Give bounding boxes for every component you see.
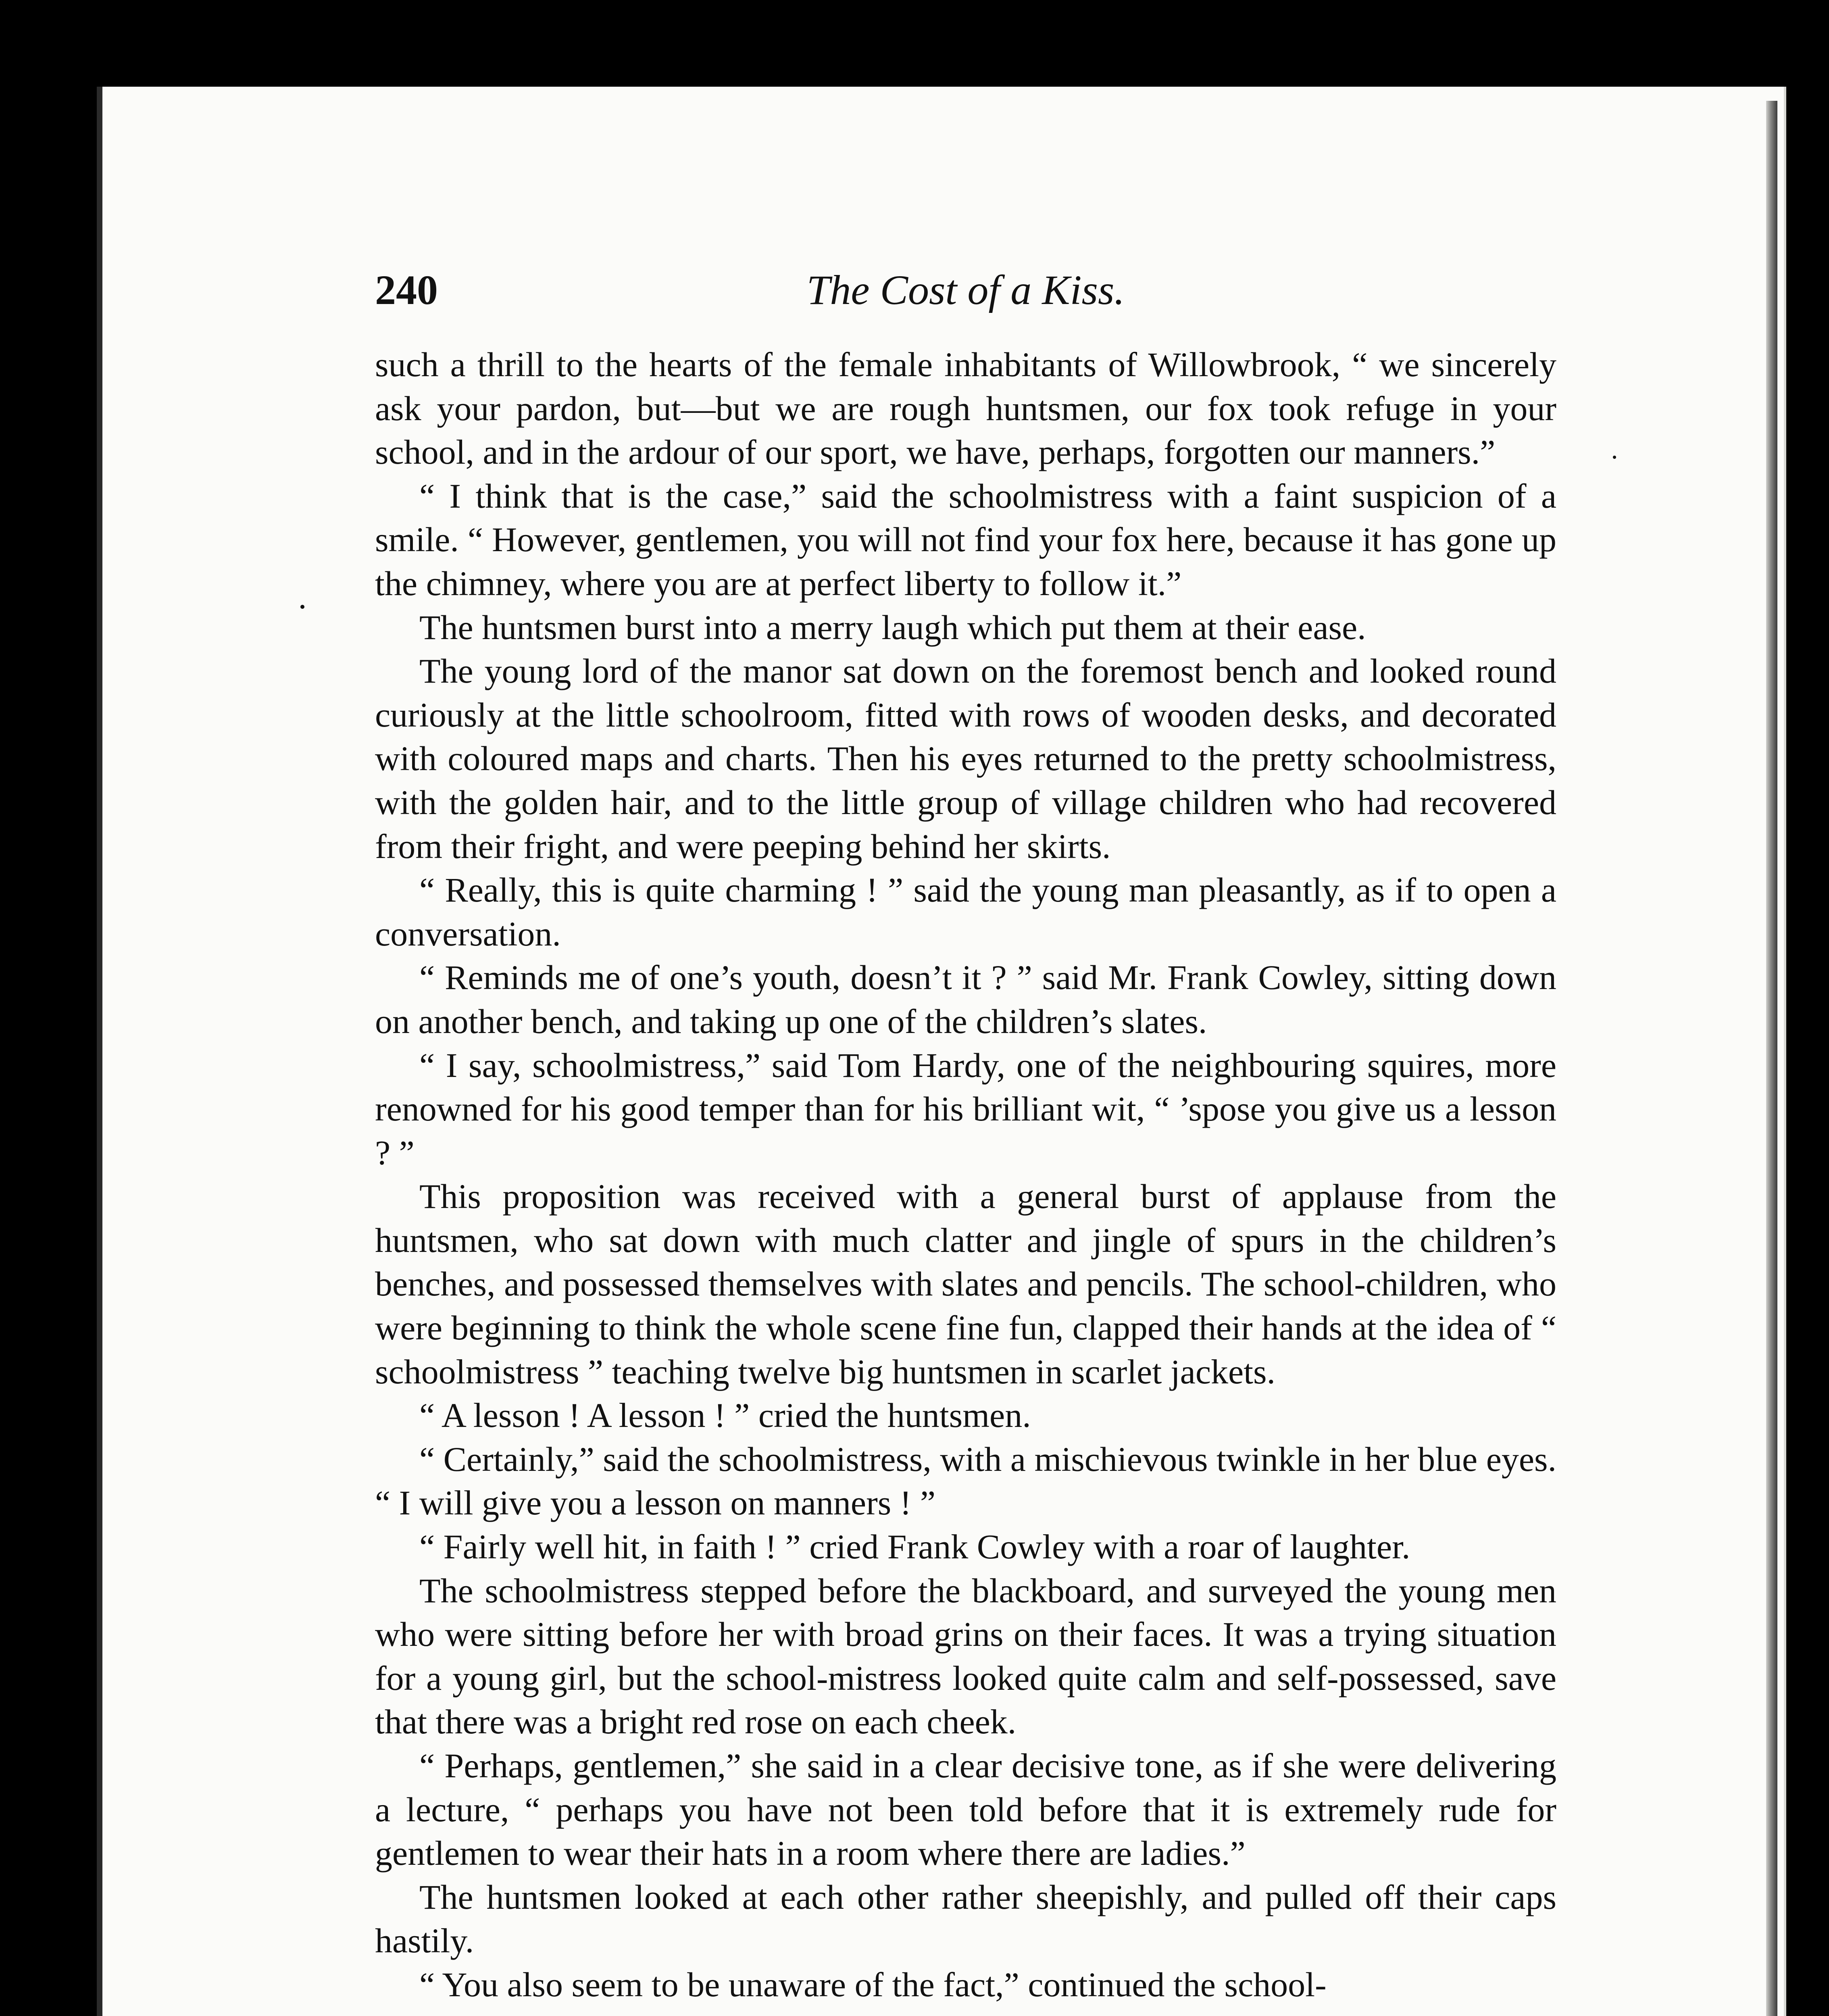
scan-speck [1613, 456, 1616, 459]
paragraph: “ Fairly well hit, in faith ! ” cried Frank Cowley with a roar of laughter. [419, 1527, 1410, 1566]
paragraph: The huntsmen burst into a merry laugh which put them at their ease. [419, 608, 1366, 647]
paragraph: The schoolmistress stepped before the blackboard, and surveyed the young men who were sitting before her with broad grins on their faces. It was a trying situation for a young girl, but the school-mistress looked quite calm and self-possessed, save that there was a bright red rose on each cheek. [375, 1571, 1556, 1741]
paragraph: “ Really, this is quite charming ! ” said the young man pleasantly, as if to open a conversation. [375, 871, 1556, 953]
paragraph: “ I think that is the case,” said the schoolmistress with a faint suspicion of a smile. “ However, gentlemen, you will not find your fox here, because it has gone up the chimney, where you are at perfect liberty to follow it.” [375, 476, 1556, 603]
paragraph: “ Reminds me of one’s youth, doesn’t it ? ” said Mr. Frank Cowley, sitting down on another bench, and taking up one of the children’s slates. [375, 958, 1556, 1041]
paragraph: The young lord of the manor sat down on the foremost bench and looked round curiously at the little schoolroom, fitted with rows of wooden desks, and decorated with coloured maps and charts. Then his eyes returned to the pretty schoolmistress, with the golden hair, and to the little group of village children who had recovered from their fright, and were peeping behind her skirts. [375, 652, 1556, 866]
paragraph: “ Certainly,” said the schoolmistress, with a mischievous twinkle in her blue eyes. “ I will give you a lesson on manners ! ” [375, 1439, 1556, 1522]
paragraph: such a thrill to the hearts of the female inhabitants of Willowbrook, “ we sincerely ask your pardon, but—but we are rough huntsmen, our fox took refuge in your school, and in the ardour of our sport, we have, perhaps, forgotten our manners.” [375, 345, 1556, 472]
running-title: The Cost of a Kiss. [806, 267, 1125, 313]
paragraph: “ I say, schoolmistress,” said Tom Hardy, one of the neighbouring squires, more renowned for his good temper than for his brilliant wit, “ ’spose you give us a lesson ? ” [375, 1045, 1556, 1172]
page-number: 240 [375, 267, 438, 313]
scan-speck [300, 605, 304, 609]
body-text [375, 343, 1556, 2007]
paragraph: “ You also seem to be unaware of the fact,” continued the school- [419, 1965, 1327, 2004]
paragraph: The huntsmen looked at each other rather sheepishly, and pulled off their caps hastily. [375, 1877, 1556, 1960]
paragraph: “ Perhaps, gentlemen,” she said in a clear decisive tone, as if she were delivering a lecture, “ perhaps you have not been told before that it is extremely rude for gentlemen to wear their hats in a room where there are ladies.” [375, 1746, 1556, 1873]
paragraph: This proposition was received with a general burst of applause from the huntsmen, who sat down with much clatter and jingle of spurs in the children’s benches, and possessed themselves with slates and pencils. The school-children, who were beginning to think the whole scene fine fun, clapped their hands at the idea of “ schoolmistress ” teaching twelve big huntsmen in scarlet jackets. [375, 1177, 1556, 1391]
page-header [375, 258, 1556, 323]
binding-edge [1766, 101, 1777, 2016]
paragraph: “ A lesson ! A lesson ! ” cried the huntsmen. [419, 1396, 1031, 1435]
